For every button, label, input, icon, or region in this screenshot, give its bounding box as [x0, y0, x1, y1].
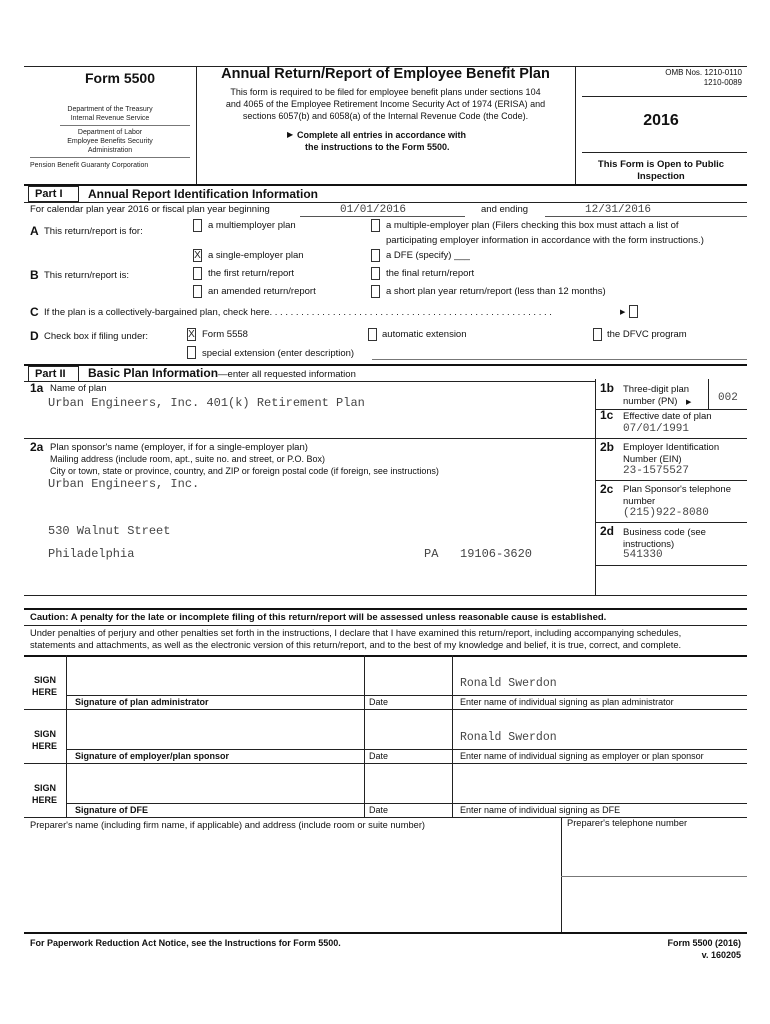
auto-extension-checkbox[interactable] [368, 328, 377, 341]
multiple-employer-checkbox[interactable] [371, 219, 380, 232]
open-inspection-1: This Form is Open to Public [597, 159, 725, 170]
form-label: Form 5500 [84, 70, 156, 86]
item-2d-label-1: Business code (see [623, 527, 706, 538]
preparer-name-field[interactable] [28, 834, 558, 930]
sponsor-street-value[interactable]: 530 Walnut Street [48, 524, 171, 538]
item-d-label: Check box if filing under: [44, 331, 149, 342]
item-b-letter: B [30, 268, 39, 282]
part-2-label: Part II [28, 366, 79, 382]
part-1-label: Part I [28, 186, 79, 202]
short-year-label: a short plan year return/report (less than 12 months) [386, 286, 606, 297]
form-year: 2016 [643, 112, 679, 129]
sponsor-date-field[interactable] [366, 712, 450, 749]
sign-label-1: SIGN [34, 675, 57, 685]
collective-bargain-label: If the plan is a collectively-bargained plan, check here. . . . . . . . . . . . . . . . . . . . . . . . . . . . . . . . . . . . . . . . . . . . . . . . . . . . . . [44, 307, 552, 318]
item-1a-number: 1a [30, 381, 44, 395]
multiemployer-label: a multiemployer plan [208, 220, 296, 231]
item-2d-label-2: instructions) [623, 539, 675, 550]
dfe-signature-label: Signature of DFE [75, 805, 149, 815]
perjury-line-2: statements and attachments, as well as the electronic version of this return/report, and to the best of my knowledge and belief, it is true, correct, and complete. [30, 640, 682, 650]
item-2c-label-2: number [623, 496, 656, 507]
admin-date-field[interactable] [366, 658, 450, 695]
collective-bargain-checkbox[interactable] [629, 305, 638, 318]
first-return-checkbox[interactable] [193, 267, 202, 280]
admin-signature-label: Signature of plan administrator [75, 697, 209, 707]
preparer-phone-field[interactable] [565, 832, 745, 874]
item-1c-number: 1c [600, 408, 614, 422]
sponsor-signature-label: Signature of employer/plan sponsor [75, 751, 230, 761]
paperwork-notice: For Paperwork Reduction Act Notice, see the Instructions for Form 5500. [30, 938, 341, 948]
instructions-line-2: the instructions to the Form 5500. [305, 142, 450, 152]
multiple-employer-note: participating employer information in accordance with the form instructions.) [386, 235, 704, 246]
sponsor-zip-value[interactable]: 19106-3620 [460, 547, 533, 561]
perjury-line-1: Under penalties of perjury and other penalties set forth in the instructions, I declare that I have examined this return/report, including accompanying schedules, [30, 628, 682, 638]
agency-treasury: Department of the Treasury [67, 106, 153, 113]
preparer-name-label: Preparer's name (including firm name, if applicable) and address (include room or suite number) [30, 820, 426, 830]
dfvc-checkbox[interactable] [593, 328, 602, 341]
dfe-signer-name-label: Enter name of individual signing as DFE [460, 805, 621, 815]
admin-name-label: Enter name of individual signing as plan administrator [460, 697, 674, 707]
here-label-2: HERE [32, 741, 58, 751]
auto-extension-label: automatic extension [382, 329, 467, 340]
ein-value[interactable]: 23-1575527 [623, 465, 690, 477]
special-extension-label: special extension (enter description) [202, 348, 355, 359]
sponsor-name-value[interactable]: Urban Engineers, Inc. [48, 477, 200, 491]
item-2d-number: 2d [600, 524, 615, 538]
admin-signature-field[interactable] [68, 658, 362, 695]
part-1-title: Annual Report Identification Information [88, 187, 318, 201]
caution-text: Caution: A penalty for the late or incomplete filing of this return/report will be assessed unless reasonable cause is established. [30, 612, 607, 623]
item-d-letter: D [30, 329, 39, 343]
preparer-phone-label: Preparer's telephone number [567, 818, 688, 828]
phone-value[interactable]: (215)922-8080 [623, 507, 709, 519]
here-label-3: HERE [32, 795, 58, 805]
item-a-letter: A [30, 224, 39, 238]
arrow-right-icon: ▶ [686, 399, 692, 406]
dfe-signer-name-field[interactable] [455, 766, 745, 803]
single-employer-checkbox[interactable]: X [194, 250, 201, 261]
item-b-label: This return/report is: [44, 270, 129, 281]
sponsor-date-label: Date [369, 751, 389, 761]
form-desc-1: This form is required to be filed for employee benefit plans under sections 104 [230, 87, 541, 97]
sign-label-2: SIGN [34, 729, 57, 739]
agency-pbgc: Pension Benefit Guaranty Corporation [30, 162, 149, 169]
form-5558-label: Form 5558 [202, 329, 248, 340]
item-2b-label-2: Number (EIN) [623, 454, 682, 465]
form-5558-checkbox[interactable]: X [188, 329, 195, 340]
sponsor-city-value[interactable]: Philadelphia [48, 547, 135, 561]
sponsor-state-value[interactable]: PA [424, 547, 439, 561]
multiple-employer-label: a multiple-employer plan (Filers checking this box must attach a list of [386, 220, 679, 231]
part-2-title-suffix: —enter all requested information [218, 369, 356, 380]
arrow-right-icon: ▶ [620, 309, 626, 316]
footer-version: v. 160205 [701, 950, 741, 960]
effective-date-value[interactable]: 07/01/1991 [623, 423, 690, 435]
dfe-signature-field[interactable] [68, 766, 362, 803]
item-1b-label-1: Three-digit plan [623, 384, 690, 395]
admin-name-value[interactable]: Ronald Swerdon [460, 677, 557, 690]
item-2a-number: 2a [30, 440, 44, 454]
first-return-label: the first return/report [208, 268, 295, 279]
item-1b-label-2: number (PN) [623, 396, 678, 407]
sponsor-signer-name-value[interactable]: Ronald Swerdon [460, 731, 557, 744]
item-2c-number: 2c [600, 482, 614, 496]
here-label-1: HERE [32, 687, 58, 697]
admin-date-label: Date [369, 697, 389, 707]
instructions-line-1: Complete all entries in accordance with [297, 130, 467, 140]
plan-number-value[interactable]: 002 [718, 392, 738, 404]
item-c-letter: C [30, 305, 39, 319]
ending-label: and ending [481, 204, 529, 215]
multiemployer-checkbox[interactable] [193, 219, 202, 232]
part-2-title: Basic Plan Information [88, 366, 219, 380]
amended-return-label: an amended return/report [208, 286, 316, 297]
sponsor-signer-name-label: Enter name of individual signing as employer or plan sponsor [460, 751, 704, 761]
agency-ebsa: Employee Benefits Security [67, 138, 153, 145]
dfe-date-label: Date [369, 805, 389, 815]
arrow-right-icon: ▶ [287, 130, 294, 139]
item-2c-label-1: Plan Sponsor's telephone [623, 484, 731, 495]
plan-year-end[interactable]: 12/31/2016 [585, 204, 652, 216]
open-inspection-2: Inspection [637, 171, 685, 182]
item-1a-label: Name of plan [50, 383, 107, 394]
single-employer-label: a single-employer plan [208, 250, 304, 261]
form-desc-2: and 4065 of the Employee Retirement Income Security Act of 1974 (ERISA) and [225, 99, 546, 109]
item-1c-label: Effective date of plan [623, 411, 712, 422]
item-a-label: This return/report is for: [44, 226, 143, 237]
plan-year-begin[interactable]: 01/01/2016 [340, 204, 407, 216]
dfe-label: a DFE (specify) ___ [386, 250, 470, 261]
dfe-date-field[interactable] [366, 766, 450, 803]
final-return-checkbox[interactable] [371, 267, 380, 280]
amended-return-checkbox[interactable] [193, 285, 202, 298]
short-year-checkbox[interactable] [371, 285, 380, 298]
item-2b-label-1: Employer Identification [623, 442, 720, 453]
agency-ebsa-2: Administration [87, 147, 133, 154]
omb-number-2: 1210-0089 [703, 78, 742, 87]
dfvc-label: the DFVC program [607, 329, 687, 340]
omb-number: OMB Nos. 1210-0110 [665, 68, 742, 77]
special-extension-checkbox[interactable] [187, 346, 196, 359]
item-1b-number: 1b [600, 381, 615, 395]
agency-labor: Department of Labor [77, 129, 143, 136]
sign-label-3: SIGN [34, 783, 57, 793]
agency-irs: Internal Revenue Service [70, 115, 150, 122]
form-title: Annual Return/Report of Employee Benefit Plan [221, 66, 550, 82]
plan-name-value[interactable]: Urban Engineers, Inc. 401(k) Retirement Plan [48, 396, 365, 410]
item-2a-label-3: City or town, state or province, country, and ZIP or foreign postal code (if foreign, see instructions) [50, 466, 439, 476]
dfe-checkbox[interactable] [371, 249, 380, 262]
item-2a-label-2: Mailing address (include room, apt., suite no. and street, or P.O. Box) [50, 454, 325, 464]
footer-form-id: Form 5500 (2016) [667, 938, 741, 948]
calendar-year-label: For calendar plan year 2016 or fiscal plan year beginning [30, 204, 270, 215]
sponsor-signature-field[interactable] [68, 712, 362, 749]
item-2b-number: 2b [600, 440, 615, 454]
business-code-value[interactable]: 541330 [623, 549, 663, 561]
item-2a-label-1: Plan sponsor's name (employer, if for a single-employer plan) [50, 442, 308, 453]
final-return-label: the final return/report [386, 268, 475, 279]
form-desc-3: sections 6057(b) and 6058(a) of the Internal Revenue Code (the Code). [242, 111, 529, 121]
